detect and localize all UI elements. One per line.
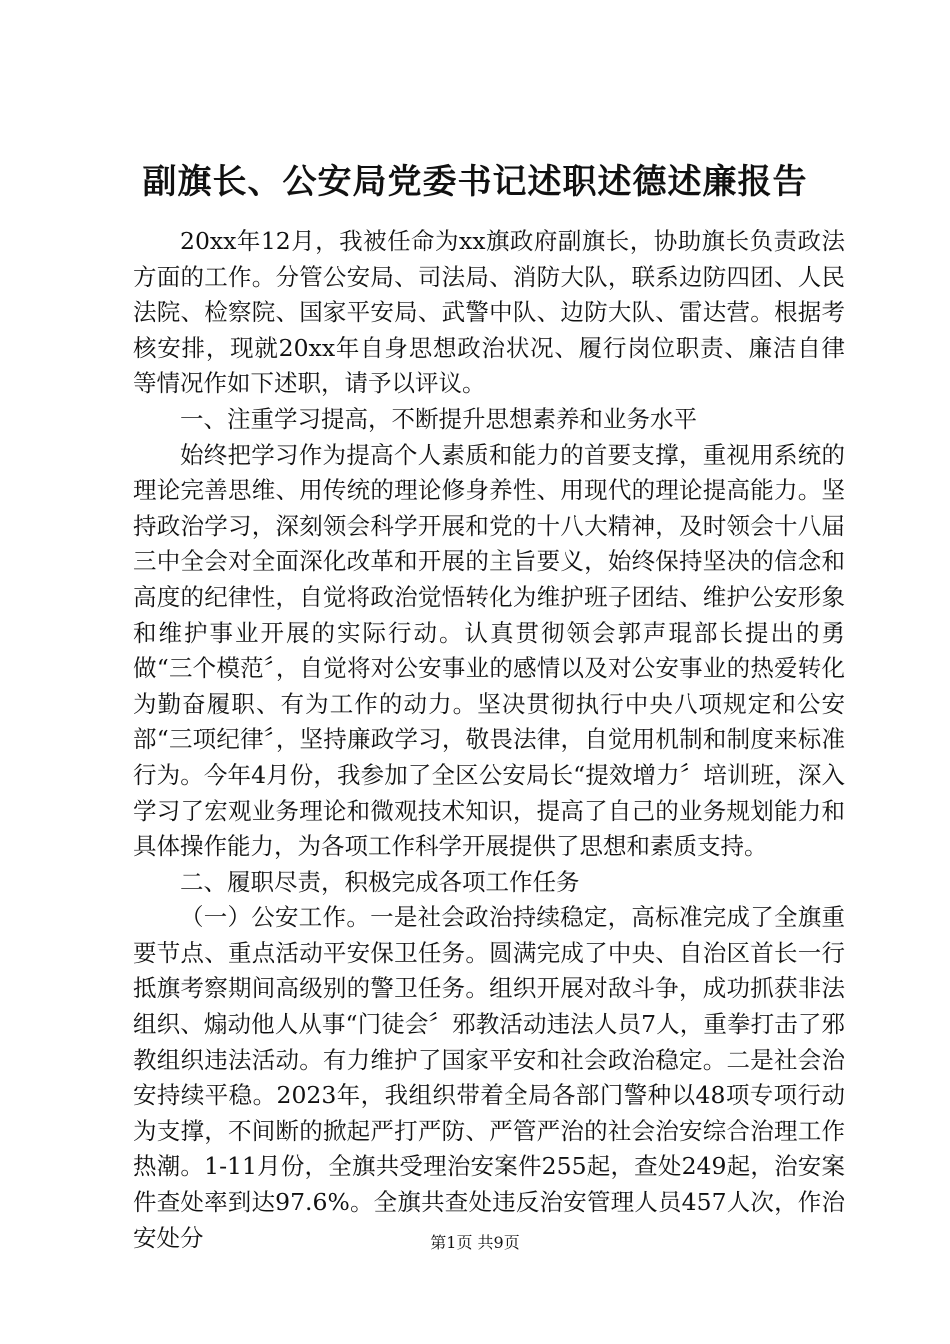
paragraph-intro: 20xx年12月，我被任命为xx旗政府副旗长，协助旗长负责政法方面的工作。分管公安局、司法局、消防大队，联系边防四团、人民法院、检察院、国家平安局、武警中队、边防大队、雷达营。根据考核安排，现就20xx年自身思想政治状况、履行岗位职责、廉洁自律等情况作如下述职，请予以评议。 xyxy=(133,227,845,398)
paragraph-study: 始终把学习作为提高个人素质和能力的首要支撑，重视用系统的理论完善思维、用传统的理论修身养性、用现代的理论提高能力。坚持政治学习，深刻领会科学开展和党的十八大精神，及时领会十八届三中全会对全面深化改革和开展的主旨要义，始终保持坚决的信念和高度的纪律性，自觉将政治觉悟转化为维护班子团结、维护公安形象和维护事业开展的实际行动。认真贯彻领会郭声琨部长提出的勇做“三个模范〞，自觉将对公安事业的感情以及对公安事业的热爱转化为勤奋履职、有为工作的动力。坚决贯彻执行中央八项规定和公安部“三项纪律〞，坚持廉政学习，敬畏法律，自觉用机制和制度来标准行为。今年4月份，我参加了全区公安局长“提效增力〞培训班，深入学习了宏观业务理论和微观技术知识，提高了自己的业务规划能力和具体操作能力，为各项工作科学开展提供了思想和素质支持。 xyxy=(133,440,845,861)
paragraph-police-work: （一）公安工作。一是社会政治持续稳定，高标准完成了全旗重要节点、重点活动平安保卫任务。圆满完成了中央、自治区首长一行抵旗考察期间高级别的警卫任务。组织开展对敌斗争，成功抓获非法组织、煽动他人从事“门徒会〞邪教活动违法人员7人，重拳打击了邪教组织违法活动。有力维护了国家平安和社会政治稳定。二是社会治安持续平稳。2023年，我组织带着全局各部门警种以48项专项行动为支撑，不间断的掀起严打严防、严管严治的社会治安综合治理工作热潮。1-11月份，全旗共受理治安案件255起，查处249起，治安案件查处率到达97.6%。全旗共查处违反治安管理人员457人次，作治安处分 xyxy=(133,903,845,1252)
section-heading-1: 一、注重学习提高，不断提升思想素养和业务水平 xyxy=(180,404,697,433)
page-footer: 第1页 共9页 xyxy=(430,1233,520,1252)
page-title: 副旗长、公安局党委书记述职述德述廉报告 xyxy=(142,162,808,202)
document-body xyxy=(133,224,845,1256)
section-heading-2: 二、履职尽责，积极完成各项工作任务 xyxy=(180,867,580,896)
